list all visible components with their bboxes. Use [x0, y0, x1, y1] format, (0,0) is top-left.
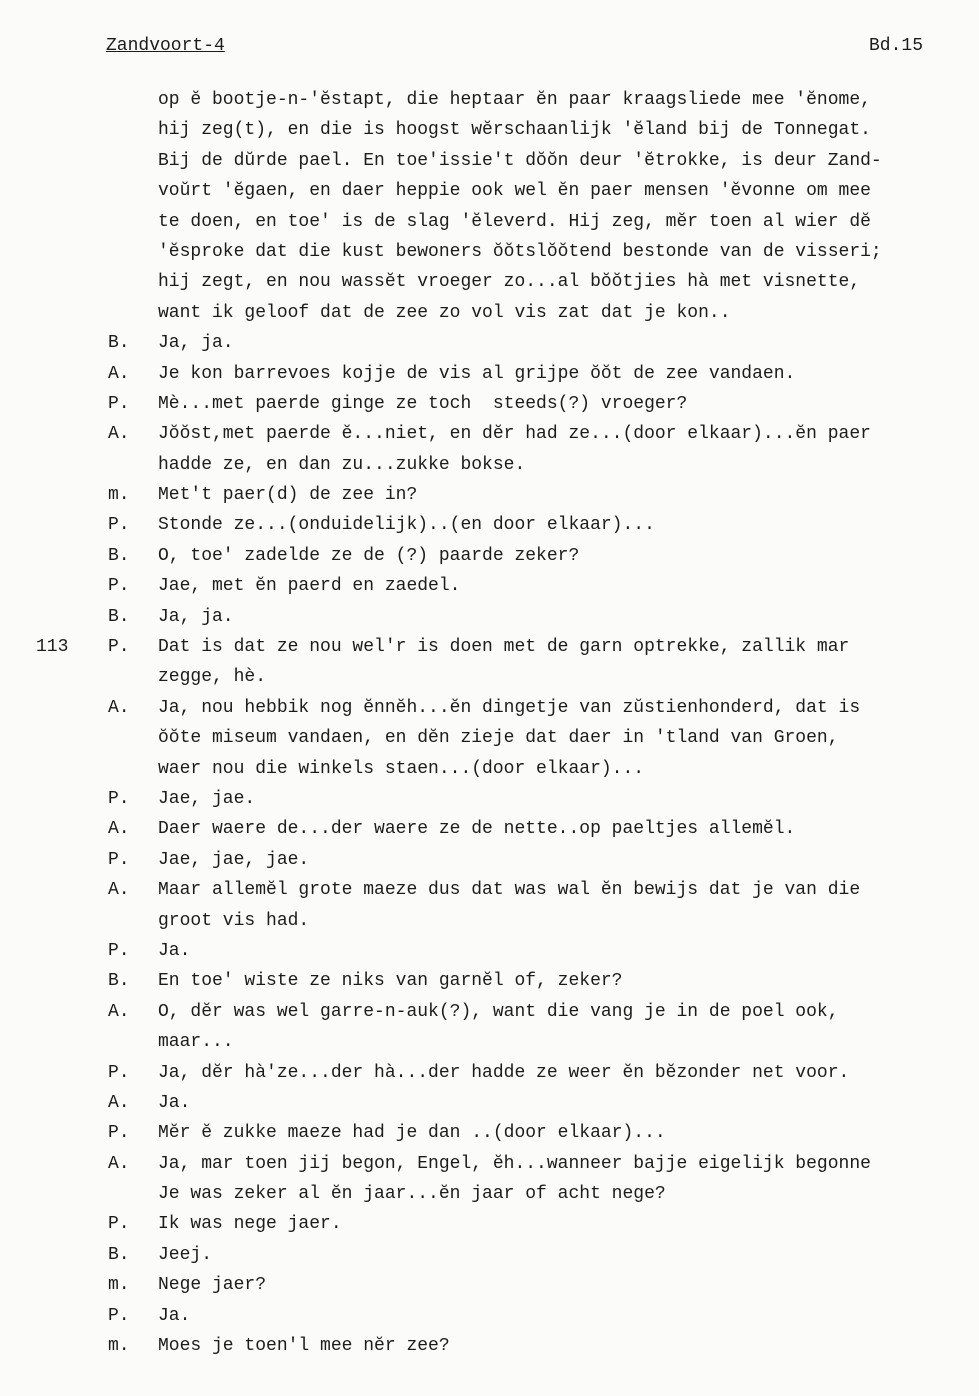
line-text: Bij de dŭrde pael. En toe'issie't dŏŏn deur 'ĕtrokke, is deur Zand- — [158, 150, 882, 171]
page-header — [106, 36, 923, 64]
speaker-label: P. — [108, 1214, 130, 1235]
transcript-line — [0, 298, 979, 328]
line-text: Jeej. — [158, 1244, 213, 1265]
line-text: Ja. — [158, 1092, 191, 1113]
speaker-label: P. — [108, 515, 130, 536]
line-text: Ja. — [158, 940, 191, 961]
transcript-line — [0, 845, 979, 875]
transcript-line — [0, 419, 979, 449]
speaker-label: A. — [108, 1153, 130, 1174]
line-text: Jŏŏst,met paerde ĕ...niet, en dĕr had ze...(door elkaar)...ĕn paer — [158, 424, 871, 445]
speaker-label: A. — [108, 697, 130, 718]
transcript-line — [0, 662, 979, 692]
speaker-label: A. — [108, 880, 130, 901]
transcript-line — [0, 1058, 979, 1088]
transcript-line — [0, 510, 979, 540]
line-text: En toe' wiste ze niks van garnĕl of, zeker? — [158, 971, 623, 992]
transcript-line — [0, 176, 979, 206]
transcript-line — [0, 1240, 979, 1270]
transcript-line — [0, 1027, 979, 1057]
line-text: Jae, jae, jae. — [158, 849, 310, 870]
transcript-line — [0, 1088, 979, 1118]
transcript-line — [0, 814, 979, 844]
line-text: Ja, dĕr hà'ze...der hà...der hadde ze weer ĕn bĕzonder net voor. — [158, 1062, 850, 1083]
transcript-line — [0, 784, 979, 814]
line-text: Maar allemĕl grote maeze dus dat was wal ĕn bewijs dat je van die — [158, 880, 861, 901]
transcript-line — [0, 1301, 979, 1331]
transcript-line — [0, 480, 979, 510]
speaker-label: P. — [108, 1123, 130, 1144]
transcript-line — [0, 237, 979, 267]
speaker-label: A. — [108, 1001, 130, 1022]
line-text: groot vis had. — [158, 910, 310, 931]
line-text: Je was zeker al ĕn jaar...ĕn jaar of acht nege? — [158, 1184, 666, 1205]
line-text: Ja, ja. — [158, 333, 234, 354]
transcript-line — [0, 1118, 979, 1148]
line-text: hij zegt, en nou wassĕt vroeger zo...al bŏŏtjies hà met visnette, — [158, 272, 861, 293]
line-text: Met't paer(d) de zee in? — [158, 485, 418, 506]
transcript-line — [0, 1149, 979, 1179]
transcript-body — [0, 85, 979, 1361]
transcript-line — [0, 1270, 979, 1300]
speaker-label: B. — [108, 1244, 130, 1265]
line-text: Mĕr ĕ zukke maeze had je dan ..(door elkaar)... — [158, 1123, 666, 1144]
transcript-line — [0, 359, 979, 389]
line-text: Je kon barrevoes kojje de vis al grijpe ŏŏt de zee vandaen. — [158, 363, 796, 384]
line-text: O, toe' zadelde ze de (?) paarde zeker? — [158, 545, 580, 566]
line-text: ŏŏte miseum vandaen, en dĕn zieje dat daer in 'tland van Groen, — [158, 728, 839, 749]
transcript-line — [0, 966, 979, 996]
line-text: Ja. — [158, 1305, 191, 1326]
transcript-line — [0, 571, 979, 601]
speaker-label: P. — [108, 576, 130, 597]
line-text: Moes je toen'l mee nĕr zee? — [158, 1336, 450, 1357]
speaker-label: B. — [108, 971, 130, 992]
speaker-label: P. — [108, 637, 130, 658]
speaker-label: P. — [108, 849, 130, 870]
line-text: Dat is dat ze nou wel'r is doen met de garn optrekke, zallik mar — [158, 637, 850, 658]
transcript-line — [0, 450, 979, 480]
speaker-label: m. — [108, 1275, 130, 1296]
line-text: Stonde ze...(onduidelijk)..(en door elkaar)... — [158, 515, 655, 536]
line-text: hadde ze, en dan zu...zukke bokse. — [158, 454, 526, 475]
line-text: hij zeg(t), en die is hoogst wĕrschaanlijk 'ĕland bij de Tonnegat. — [158, 120, 871, 141]
transcript-line — [0, 906, 979, 936]
speaker-label: A. — [108, 424, 130, 445]
line-text: maar... — [158, 1032, 234, 1053]
transcript-line — [0, 936, 979, 966]
transcript-line — [0, 875, 979, 905]
transcript-line — [0, 146, 979, 176]
line-text: Ik was nege jaer. — [158, 1214, 342, 1235]
speaker-label: P. — [108, 1062, 130, 1083]
line-text: voŭrt 'ĕgaen, en daer heppie ook wel ĕn paer mensen 'ĕvonne om mee — [158, 181, 871, 202]
line-text: Nege jaer? — [158, 1275, 267, 1296]
line-number: 113 — [36, 637, 69, 658]
line-text: Jae, jae. — [158, 788, 256, 809]
speaker-label: A. — [108, 1092, 130, 1113]
line-text: te doen, en toe' is de slag 'ĕleverd. Hij zeg, mĕr toen al wier dĕ — [158, 211, 871, 232]
transcript-line — [0, 602, 979, 632]
transcript-line — [0, 115, 979, 145]
line-text: O, dĕr was wel garre-n-auk(?), want die vang je in de poel ook, — [158, 1001, 839, 1022]
line-text: Ja, mar toen jij begon, Engel, ĕh...wanneer bajje eigelijk begonne — [158, 1153, 871, 1174]
header-title: Zandvoort-4 — [106, 36, 225, 56]
transcript-line — [0, 1209, 979, 1239]
speaker-label: P. — [108, 393, 130, 414]
speaker-label: B. — [108, 333, 130, 354]
transcript-line — [0, 1331, 979, 1361]
speaker-label: B. — [108, 606, 130, 627]
line-text: waer nou die winkels staen...(door elkaar)... — [158, 758, 645, 779]
transcript-line — [0, 754, 979, 784]
transcript-line — [0, 632, 979, 662]
transcript-line — [0, 1179, 979, 1209]
line-text: zegge, hè. — [158, 667, 267, 688]
line-text: op ĕ bootje-n-'ĕstapt, die heptaar ĕn paar kraagsliede mee 'ĕnome, — [158, 90, 871, 110]
speaker-label: A. — [108, 363, 130, 384]
speaker-label: m. — [108, 485, 130, 506]
speaker-label: B. — [108, 545, 130, 566]
speaker-label: m. — [108, 1336, 130, 1357]
page-number: Bd.15 — [868, 36, 923, 56]
transcript-line — [0, 328, 979, 358]
transcript-line — [0, 85, 979, 115]
line-text: 'ĕsproke dat die kust bewoners ŏŏtslŏŏtend bestonde van de visseri; — [158, 241, 882, 262]
line-text: Jae, met ĕn paerd en zaedel. — [158, 576, 461, 597]
line-text: Ja, ja. — [158, 606, 234, 627]
transcript-line — [0, 723, 979, 753]
line-text: want ik geloof dat de zee zo vol vis zat dat je kon.. — [158, 302, 731, 323]
transcript-line — [0, 693, 979, 723]
speaker-label: P. — [108, 788, 130, 809]
transcript-line — [0, 267, 979, 297]
transcript-line — [0, 389, 979, 419]
transcript-line — [0, 207, 979, 237]
transcript-line — [0, 997, 979, 1027]
transcript-line — [0, 541, 979, 571]
speaker-label: P. — [108, 940, 130, 961]
line-text: Ja, nou hebbik nog ĕnnĕh...ĕn dingetje van zŭstienhonderd, dat is — [158, 697, 861, 718]
line-text: Daer waere de...der waere ze de nette..op paeltjes allemĕl. — [158, 819, 796, 840]
speaker-label: P. — [108, 1305, 130, 1326]
line-text: Mè...met paerde ginge ze toch steeds(?) vroeger? — [158, 393, 688, 414]
speaker-label: A. — [108, 819, 130, 840]
